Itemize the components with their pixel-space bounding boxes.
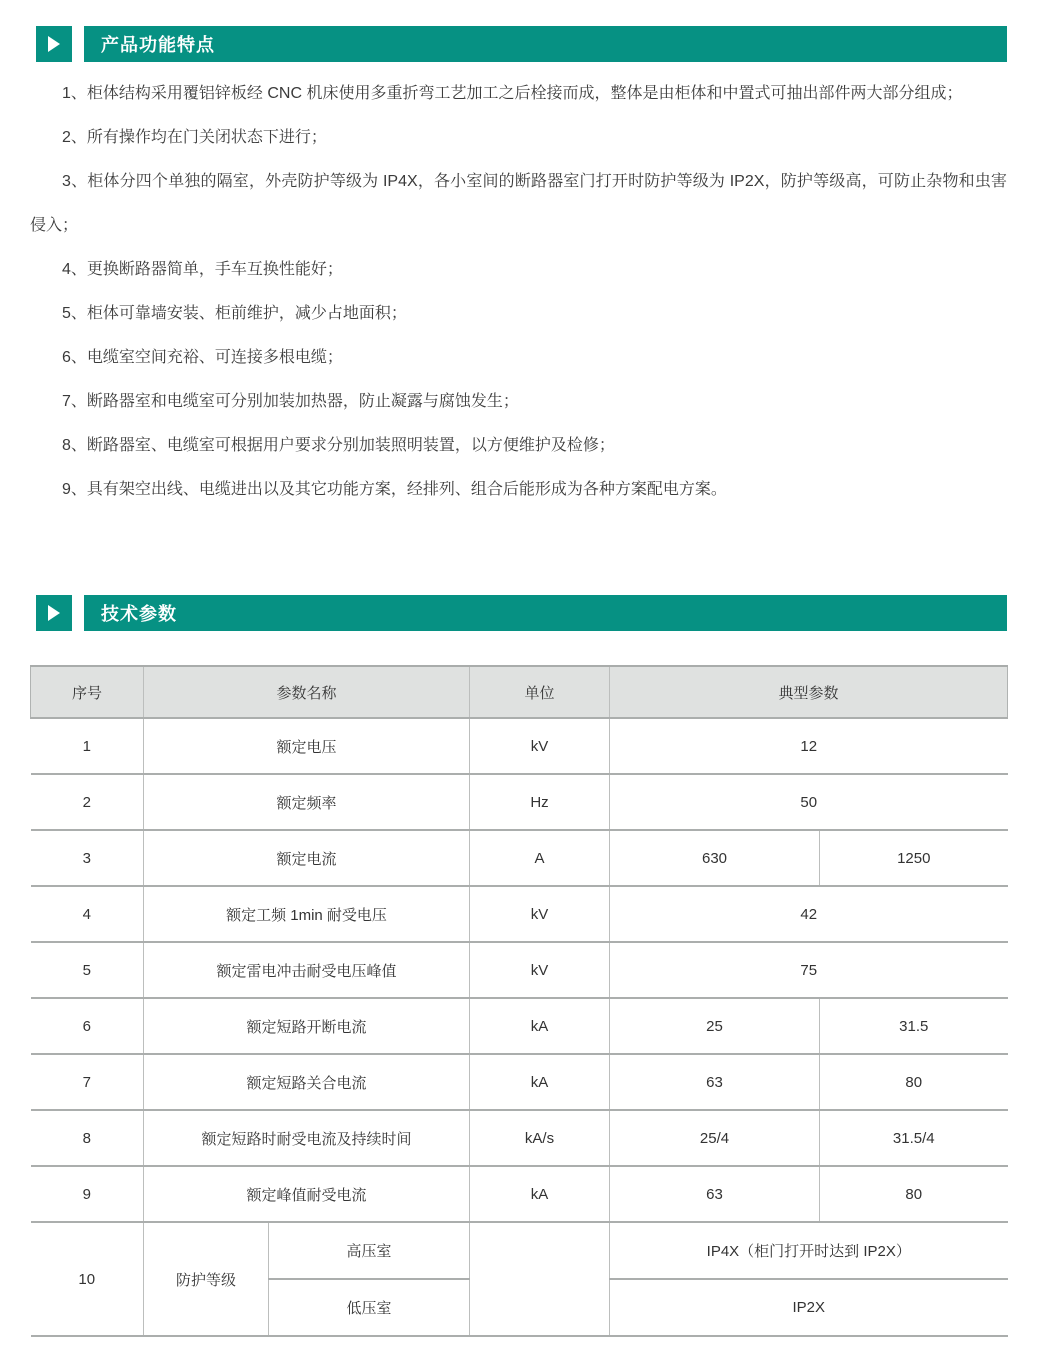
spec-unit-cell — [470, 1222, 610, 1336]
spec-unit-cell: Hz — [470, 774, 610, 830]
spec-no-cell: 4 — [31, 886, 144, 942]
spec-name-cell: 额定工频 1min 耐受电压 — [144, 886, 470, 942]
spec-value-cell: 25/4 — [610, 1110, 820, 1166]
feature-item: 9、具有架空出线、电缆进出以及其它功能方案，经排列、组合后能形成为各种方案配电方案。 — [62, 481, 727, 498]
spec-value-cell: 75 — [610, 942, 1008, 998]
spec-name-cell: 防护等级 — [144, 1222, 269, 1336]
spec-name-cell: 额定雷电冲击耐受电压峰值 — [144, 942, 470, 998]
play-triangle-glyph — [47, 605, 61, 621]
document-page — [0, 26, 1037, 1350]
table-row — [31, 1222, 1008, 1279]
spec-name-cell: 额定电压 — [144, 718, 470, 774]
spec-value-cell: 42 — [610, 886, 1008, 942]
spec-name-cell: 额定短路开断电流 — [144, 998, 470, 1054]
spec-value-cell: 50 — [610, 774, 1008, 830]
spec-value-cell: 630 — [610, 830, 820, 886]
spec-name-cell: 额定短路时耐受电流及持续时间 — [144, 1110, 470, 1166]
col-header-typical: 典型参数 — [610, 666, 1008, 718]
features-title: 产品功能特点 — [101, 35, 215, 55]
spec-no-cell: 9 — [31, 1166, 144, 1222]
feature-item: 5、柜体可靠墙安装、柜前维护，减少占地面积； — [62, 305, 407, 322]
spec-name-cell: 额定短路关合电流 — [144, 1054, 470, 1110]
spec-no-cell: 5 — [31, 942, 144, 998]
play-triangle-glyph — [47, 36, 61, 52]
table-row — [31, 1166, 1008, 1222]
spec-value-cell: IP2X — [610, 1279, 1008, 1336]
spec-no-cell: 7 — [31, 1054, 144, 1110]
play-triangle-icon — [36, 26, 72, 62]
spec-value-cell: IP4X（柜门打开时达到 IP2X） — [610, 1222, 1008, 1279]
spec-name-cell: 额定电流 — [144, 830, 470, 886]
spec-subname-cell: 高压室 — [269, 1222, 470, 1279]
feature-item: 1、柜体结构采用覆铝锌板经 CNC 机床使用多重折弯工艺加工之后栓接而成，整体是由柜体和中置式可抽出部件两大部分组成； — [62, 85, 963, 102]
spec-value-cell: 63 — [610, 1054, 820, 1110]
spec-unit-cell: kA — [470, 1166, 610, 1222]
features-list — [0, 62, 1037, 512]
specs-title: 技术参数 — [101, 604, 177, 624]
spec-unit-cell: A — [470, 830, 610, 886]
spec-value-cell: 80 — [820, 1166, 1008, 1222]
spec-no-cell: 10 — [31, 1222, 144, 1336]
table-row — [31, 718, 1008, 774]
feature-item: 8、断路器室、电缆室可根据用户要求分别加装照明装置，以方便维护及检修； — [62, 437, 615, 454]
spec-value-cell: 31.5/4 — [820, 1110, 1008, 1166]
feature-item: 7、断路器室和电缆室可分别加装加热器，防止凝露与腐蚀发生； — [62, 393, 519, 410]
spec-no-cell: 1 — [31, 718, 144, 774]
feature-item: 2、所有操作均在门关闭状态下进行； — [62, 129, 327, 146]
col-header-no: 序号 — [31, 666, 144, 718]
spec-value-cell: 1250 — [820, 830, 1008, 886]
spec-unit-cell: kV — [470, 942, 610, 998]
spec-value-cell: 31.5 — [820, 998, 1008, 1054]
table-row — [31, 998, 1008, 1054]
col-header-unit: 单位 — [470, 666, 610, 718]
section-header-features — [36, 26, 1007, 62]
spec-value-cell: 12 — [610, 718, 1008, 774]
table-row — [31, 1110, 1008, 1166]
spec-no-cell: 8 — [31, 1110, 144, 1166]
table-row — [31, 942, 1008, 998]
table-row — [31, 886, 1008, 942]
spec-unit-cell: kV — [470, 718, 610, 774]
spec-name-cell: 额定峰值耐受电流 — [144, 1166, 470, 1222]
spec-unit-cell: kA — [470, 998, 610, 1054]
spec-unit-cell: kV — [470, 886, 610, 942]
spec-no-cell: 2 — [31, 774, 144, 830]
table-row — [31, 830, 1008, 886]
features-banner — [84, 26, 1007, 62]
feature-item: 6、电缆室空间充裕、可连接多根电缆； — [62, 349, 343, 366]
spec-value-cell: 63 — [610, 1166, 820, 1222]
spec-unit-cell: kA/s — [470, 1110, 610, 1166]
specs-table — [30, 665, 1008, 1337]
play-triangle-icon — [36, 595, 72, 631]
section-header-specs — [36, 595, 1007, 631]
spec-unit-cell: kA — [470, 1054, 610, 1110]
feature-item: 3、柜体分四个单独的隔室，外壳防护等级为 IP4X，各小室间的断路器室门打开时防护等级为 IP2X，防护等级高，可防止杂物和虫害侵入； — [30, 173, 1007, 234]
spec-subname-cell: 低压室 — [269, 1279, 470, 1336]
table-row — [31, 1054, 1008, 1110]
spec-no-cell: 3 — [31, 830, 144, 886]
feature-item: 4、更换断路器简单，手车互换性能好； — [62, 261, 343, 278]
table-row — [31, 774, 1008, 830]
spec-no-cell: 6 — [31, 998, 144, 1054]
spec-value-cell: 25 — [610, 998, 820, 1054]
table-header-row — [31, 666, 1008, 718]
spec-name-cell: 额定频率 — [144, 774, 470, 830]
col-header-name: 参数名称 — [144, 666, 470, 718]
specs-banner — [84, 595, 1007, 631]
spec-value-cell: 80 — [820, 1054, 1008, 1110]
